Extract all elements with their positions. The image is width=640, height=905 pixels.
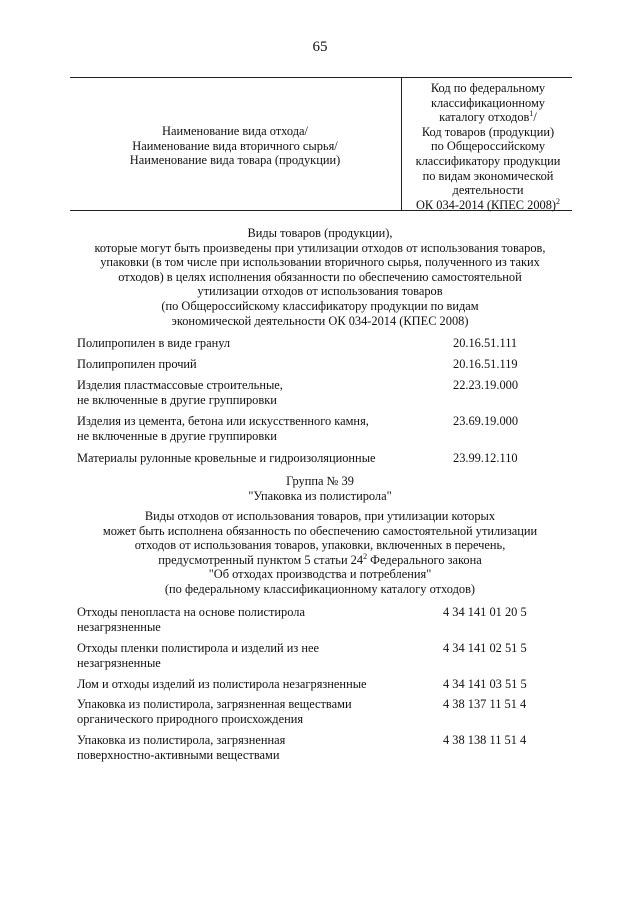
section1-heading-line: утилизации отходов от использования товаров [197, 284, 443, 299]
header-right-line: каталогу отходов$^1$/ [439, 109, 537, 125]
header-right-line: классификатору продукции [415, 153, 561, 168]
product-name: Полипропилен прочий [77, 357, 197, 371]
header-right-line: классификационному [430, 95, 546, 110]
section1-heading-line: отходов) в целях исполнения обязанности по обеспечению самостоятельной [118, 269, 522, 284]
section2-heading-line: может быть исполнена обязанность по обеспечению самостоятельной утилизации [102, 523, 538, 538]
waste-name: незагрязненные [77, 619, 161, 634]
header-right-line: Код по федеральному [430, 81, 546, 95]
waste-name: Лом и отходы изделий из полистирола незагрязненные [77, 677, 367, 691]
waste-code: 4 38 137 11 51 4 [443, 697, 527, 711]
header-right-line: деятельности [452, 183, 524, 198]
waste-name: Упаковка из полистирола, загрязненная [77, 733, 286, 747]
waste-name: органического природного происхождения [77, 711, 304, 726]
product-name: Полипропилен в виде гранул [77, 336, 231, 350]
section2-heading-line: отходов от использования товаров, упаковки, включенных в перечень, [134, 538, 506, 553]
product-name: Изделия из цемента, бетона или искусственного камня, [77, 414, 369, 428]
footnote-marker: 1 [529, 109, 534, 119]
group-heading [70, 474, 570, 503]
header-right-line: Код товаров (продукции) [421, 124, 555, 139]
section2-heading [70, 509, 570, 597]
footnote-marker: 2 [556, 196, 561, 206]
section1-heading-line: Виды товаров (продукции), [247, 226, 393, 240]
footnote-marker: 2 [363, 551, 368, 561]
waste-code: 4 38 138 11 51 4 [443, 733, 527, 747]
product-name: не включенные в другие группировки [77, 392, 277, 407]
waste-code: 4 34 141 03 51 5 [443, 677, 527, 691]
section2-heading-line: "Об отходах производства и потребления" [208, 567, 432, 582]
product-code: 22.23.19.000 [453, 378, 519, 392]
header-left-line: Наименование вида товара (продукции) [129, 153, 341, 168]
product-name: Материалы рулонные кровельные и гидроизоляционные [77, 451, 376, 465]
waste-name: Отходы пенопласта на основе полистирола [77, 605, 305, 619]
section1-heading-line: упаковки (в том числе при использовании вторичного сырья, полученного из таких [100, 255, 540, 270]
header-column-divider [401, 77, 402, 211]
product-code: 20.16.51.111 [453, 336, 518, 350]
waste-code: 4 34 141 02 51 5 [443, 641, 527, 655]
header-left-column [70, 124, 400, 168]
section2-heading-line: Виды отходов от использования товаров, при утилизации которых [144, 509, 496, 523]
section1-heading-line: которые могут быть произведены при утилизации отходов от использования товаров, [94, 240, 546, 255]
product-code: 23.69.19.000 [453, 414, 519, 428]
page-number: 65 [312, 39, 328, 55]
header-top-rule [70, 77, 572, 78]
waste-name: Упаковка из полистирола, загрязненная веществами [77, 697, 352, 711]
header-left-line: Наименование вида вторичного сырья/ [132, 138, 338, 153]
section1-heading-line: экономической деятельности ОК 034-2014 (КПЕС 2008) [171, 313, 469, 328]
header-right-line: по видам экономической [422, 168, 554, 183]
section1-heading-line: (по Общероссийскому классификатору продукции по видам [161, 298, 479, 313]
header-left-line: Наименование вида отхода/ [162, 124, 308, 138]
product-code: 20.16.51.119 [453, 357, 518, 371]
header-right-column [404, 81, 572, 212]
waste-name: поверхностно-активными веществами [77, 747, 280, 762]
header-right-line: по Общероссийскому [430, 139, 546, 154]
waste-code: 4 34 141 01 20 5 [443, 605, 527, 619]
product-name: Изделия пластмассовые строительные, [77, 378, 283, 392]
product-code: 23.99.12.110 [453, 451, 518, 465]
group-title: "Упаковка из полистирола" [248, 488, 392, 503]
product-name: не включенные в другие группировки [77, 428, 277, 443]
group-number: Группа № 39 [286, 474, 354, 488]
header-right-line: ОК 034-2014 (КПЕС 2008)$^2$ [415, 196, 561, 212]
waste-name: Отходы пленки полистирола и изделий из нее [77, 641, 320, 655]
waste-name: незагрязненные [77, 655, 161, 670]
section2-heading-line: предусмотренный пунктом 5 статьи $24^2$ Федерального закона [158, 551, 482, 567]
section2-heading-line: (по федеральному классификационному каталогу отходов) [164, 581, 476, 596]
section1-heading [70, 226, 570, 328]
